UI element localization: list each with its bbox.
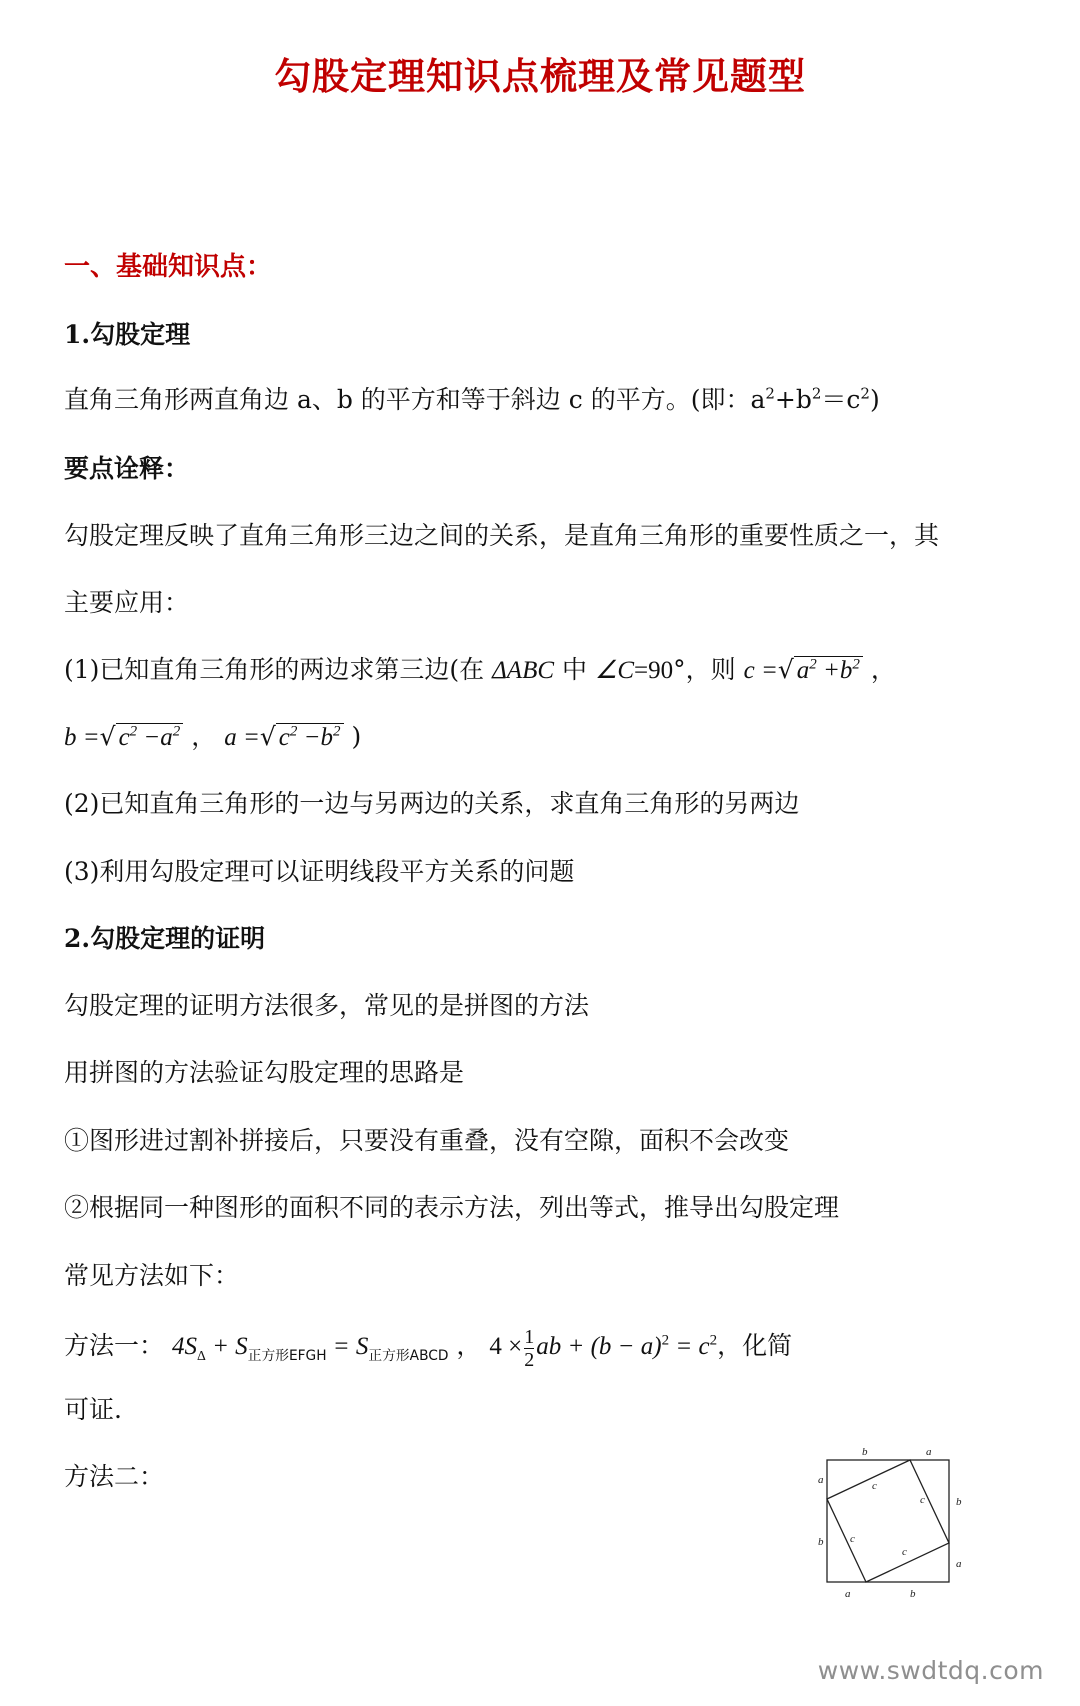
sqrt-c-formula: √ $a^2 +b^2$ [778,655,863,686]
method-2-label: 方法二： [64,1462,165,1491]
label-left-a: a [818,1474,824,1486]
method-1-tail: ，化简 [717,1331,793,1361]
triangle-symbol: ΔABC [492,657,555,684]
outer-square [827,1460,949,1582]
label-c-left: c [850,1533,855,1545]
proof-idea: 用拼图的方法验证勾股定理的思路是 [64,1058,465,1087]
statement-text: 直角三角形两直角边 a、b 的平方和等于斜边 c 的平方。(即： [64,385,751,414]
app1-comma: ， [870,655,896,684]
label-c-bottom: c [902,1546,907,1558]
method-1-comma: ， [456,1331,482,1361]
method-1-continued: 可证. [64,1395,122,1424]
explanation-line-1: 勾股定理反映了直角三角形三边之间的关系，是直角三角形的重要性质之一，其 [64,521,940,550]
section-heading-basics: 一、基础知识点： [64,252,273,282]
method-1-expansion: 4 × $\frac{1}{2}$ ab + $(b - a)^2 = c^2$ [489,1326,718,1371]
formula-close-paren: ) [351,722,362,751]
topic-heading-proof: 2.勾股定理的证明 [64,924,266,953]
half-fraction: $\frac{1}{2}$ [524,1326,535,1371]
label-left-b: b [818,1536,824,1548]
page-title: 勾股定理知识点梳理及常见题型 [274,54,806,98]
label-c-top: c [872,1480,877,1492]
label-bottom-a: a [845,1588,851,1600]
explanation-line-2: 主要应用： [64,588,190,617]
formula-a: $a^2$ [750,384,775,414]
label-top-b: b [862,1446,868,1458]
formula-separator: ， [191,722,217,751]
proof-step-1: ①图形进过割补拼接后，只要没有重叠，没有空隙，面积不会改变 [64,1126,790,1155]
app1-text: (1)已知直角三角形的两边求第三边(在 [64,655,485,684]
application-1-formulas [64,722,361,753]
application-3: (3)利用勾股定理可以证明线段平方关系的问题 [64,857,575,886]
topic-heading-pythagorean: 1.勾股定理 [64,320,191,349]
c-equals: c = [743,657,778,684]
proof-intro: 勾股定理的证明方法很多，常见的是拼图的方法 [64,991,590,1020]
method-1-area-equation: $4S_\Delta + S_{正方形EFGH} = S_{正方形ABCD}$ [171,1333,449,1365]
proof-step-2: ②根据同一种图形的面积不同的表示方法，列出等式，推导出勾股定理 [64,1193,840,1222]
method-1 [64,1326,792,1371]
site-watermark: www.swdtdq.com [817,1656,1044,1685]
key-points-heading: 要点诠释： [64,454,190,483]
methods-intro: 常见方法如下： [64,1261,240,1290]
inner-square [827,1460,949,1582]
a-equals: a = [224,724,260,751]
label-c-right: c [920,1494,925,1506]
angle-value: =90 [634,657,674,684]
theorem-statement [64,385,880,415]
sqrt-b-formula: √ $c^2 -a^2$ [100,722,184,753]
b-equals: b = [64,724,100,751]
formula-b: $+b^2$ [774,384,822,414]
label-bottom-b: b [910,1588,916,1600]
application-1 [64,655,896,686]
angle-symbol: ∠C [594,657,635,684]
sqrt-a-formula: √ $c^2 -b^2$ [260,722,344,753]
app1-then: °，则 [673,655,736,684]
formula-close: ) [869,385,880,414]
label-right-a: a [956,1558,962,1570]
pythagorean-square-diagram [818,1445,992,1620]
application-2: (2)已知直角三角形的一边与另两边的关系，求直角三角形的另两边 [64,789,800,818]
formula-c: $=c^2$ [821,384,870,414]
method-1-label: 方法一： [64,1331,165,1361]
label-right-b: b [956,1496,962,1508]
label-top-a: a [926,1446,932,1458]
app1-mid: 中 [561,655,587,684]
